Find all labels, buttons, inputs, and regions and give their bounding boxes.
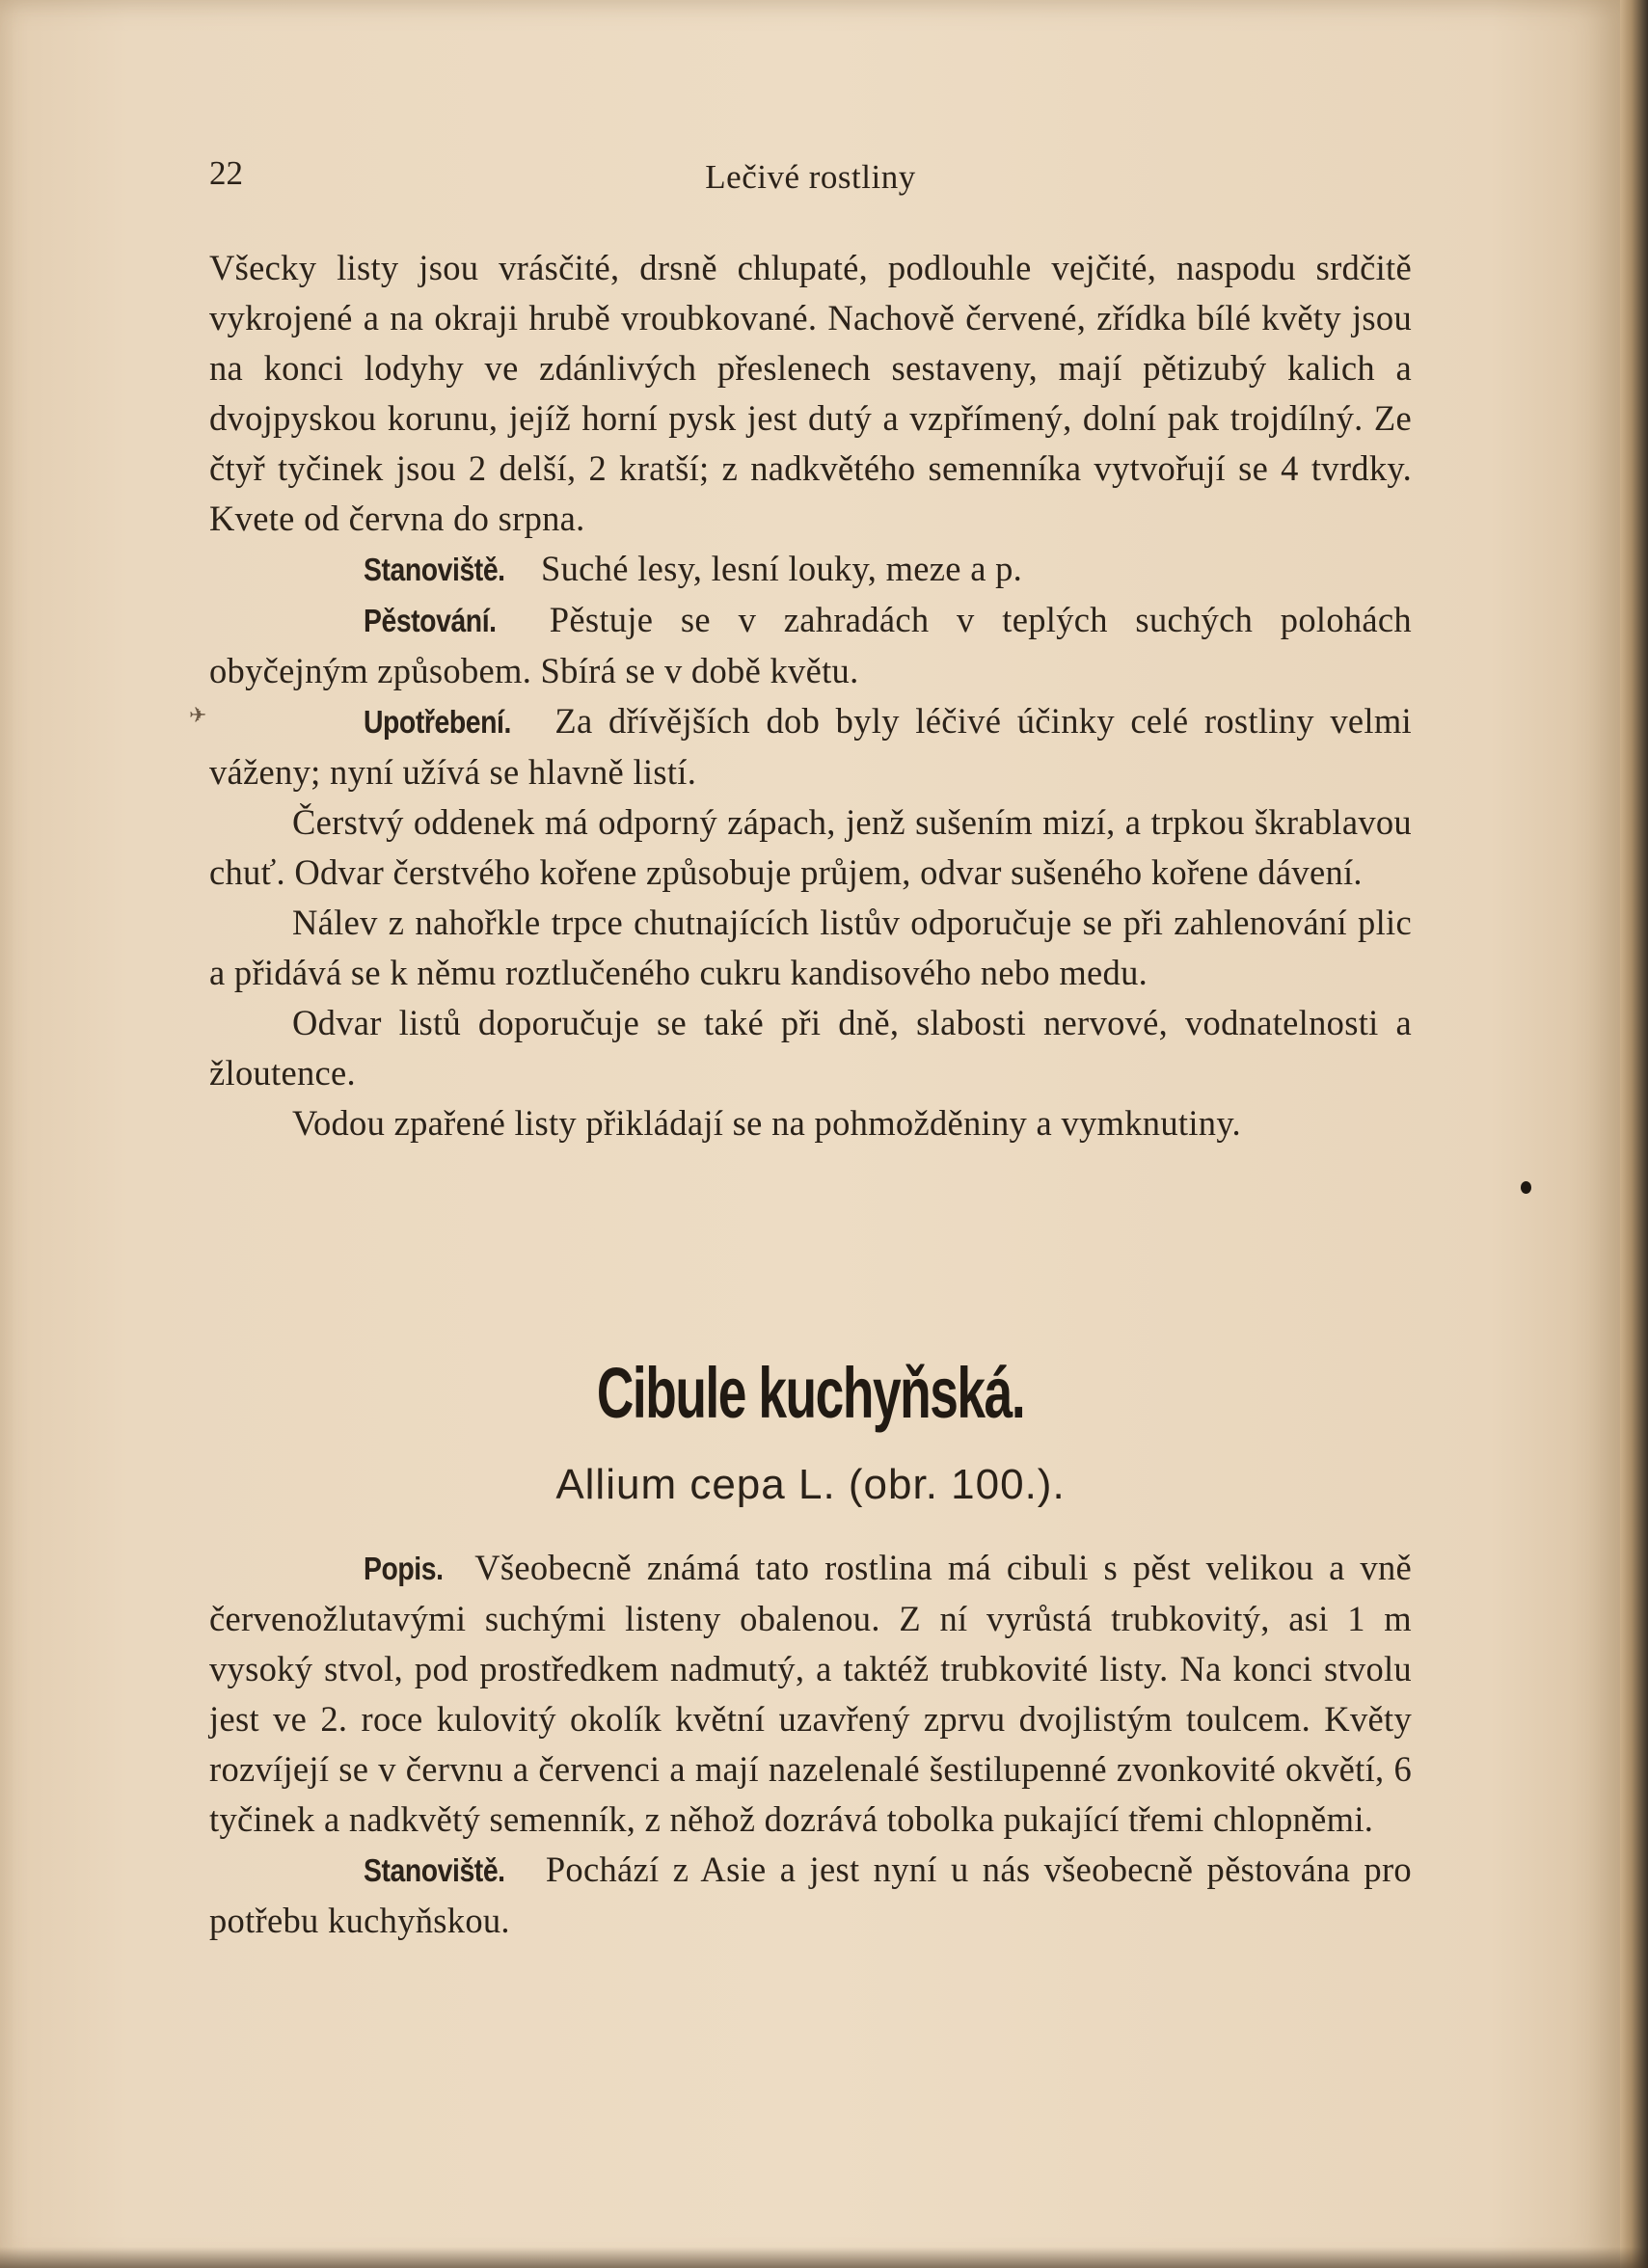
paragraph-oddenek: Čerstvý oddenek má odporný zápach, jenž sušením mizí, a trpkou škrablavou chuť. Odvar čerstvého kořene způsobuje průjem, odvar sušeného kořene dávení.	[209, 802, 1412, 892]
label-section-stanoviste: Stanoviště.	[363, 1852, 505, 1888]
paragraph-description: Všecky listy jsou vrásčité, drsně chlupaté, podlouhle vejčité, naspodu srdčitě vykrojené a na okraji hrubě vroubkované. Nachově červené, zřídka bílé květy jsou na konci lodyhy ve zdánlivých přeslenech sestaveny, mají pětizubý kalich a dvojpyskou korunu, jejíž horní pysk jest dutý a vzpřímený, dolní pak trojdílný. Ze čtyř tyčinek jsou 2 delší, 2 kratší; z nadkvětého semenníka vytvořují se 4 tvrdky. Kvete od června do srpna.	[209, 248, 1412, 538]
paragraph-section-stanoviste	[209, 1845, 1412, 1946]
ink-dot	[1521, 1181, 1531, 1194]
label-pestovani: Pěstování.	[363, 603, 497, 638]
text-popis: Všeobecně známá tato rostlina má cibuli s pěst velikou a vně červenožlutavými suchými listeny obalenou. Z ní vyrůstá trubkovitý, asi 1 m vysoký stvol, pod prostředkem nadmutý, a taktéž trubkovité listy. Na konci stvolu jest ve 2. roce kulovitý okolík květní uzavřený zprvu dvojlistým toulcem. Květy rozvíjejí se v červnu a červenci a mají nazelenalé šestilupenné zvonkovité okvětí, 6 tyčinek a nadkvětý semenník, z něhož dozrává tobolka pukající třemi chlopněmi.	[209, 1548, 1412, 1839]
section-title: Cibule kuchyňská.	[596, 1353, 1025, 1433]
page-shadow	[0, 2247, 1648, 2268]
running-head-title: Lečivé rostliny	[705, 158, 916, 196]
paragraph-odvar: Odvar listů doporučuje se také při dně, slabosti nervové, vodnatelnosti a žloutence.	[209, 1003, 1412, 1093]
label-popis: Popis.	[363, 1551, 444, 1586]
text-pestovani: Pěstuje se v zahradách v teplých suchých polohách obyčejným způsobem. Sbírá se v době květu.	[209, 600, 1412, 690]
text-section-stanoviste: Pochází z Asie a jest nyní u nás všeobecně pěstována pro potřebu kuchyňskou.	[209, 1850, 1412, 1940]
label-stanoviste: Stanoviště.	[363, 552, 505, 587]
ink-mark: ✈	[189, 704, 207, 728]
continued-text	[209, 243, 1412, 1148]
text-stanoviste: Suché lesy, lesní louky, meze a p.	[541, 549, 1023, 588]
page-edge	[1620, 0, 1648, 2268]
section-text	[209, 1543, 1412, 1946]
paragraph-nalev: Nálev z nahořkle trpce chutnajících listův odporučuje se při zahlenování plic a přidává se k němu roztlučeného cukru kandisového nebo medu.	[209, 903, 1412, 992]
label-upotrebeni: Upotřebení.	[363, 704, 511, 740]
paragraph-popis	[209, 1543, 1412, 1845]
text-upotrebeni: Za dřívějších dob byly léčivé účinky celé rostliny velmi váženy; nyní užívá se hlavně listí.	[209, 701, 1412, 792]
paragraph-pestovani	[209, 595, 1412, 696]
page-number: 22	[209, 154, 243, 192]
paragraph-upotrebeni	[209, 696, 1412, 797]
section-subtitle: Allium cepa L. (obr. 100.).	[555, 1461, 1066, 1508]
running-head	[209, 154, 1412, 196]
paragraph-stanoviste	[209, 544, 1412, 595]
paragraph-vodou: Vodou zpařené listy přikládají se na pohmožděniny a vymknutiny.	[292, 1103, 1241, 1143]
